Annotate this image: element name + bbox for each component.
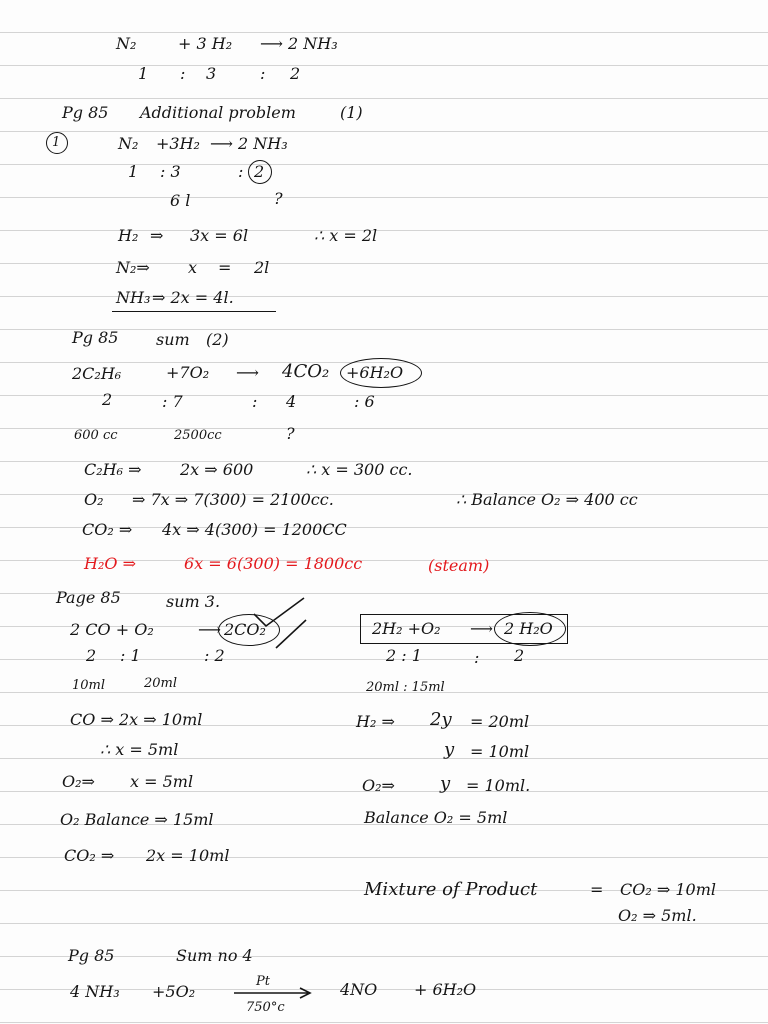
- problem-marker: 1: [52, 135, 61, 150]
- nh3-product: ⟶ 2 NH₃: [260, 34, 338, 53]
- mixture-label: Mixture of Product: [364, 879, 538, 900]
- h2o-calc: 6x = 6(300) = 1800cc: [184, 554, 363, 573]
- given-volume: 600 cc: [74, 428, 118, 443]
- section-title: sum: [156, 330, 190, 349]
- ratio-value: : 2: [204, 646, 225, 665]
- h2-reaction: 2H₂ +O₂: [372, 619, 441, 638]
- nh3-product: ⟶ 2 NH₃: [210, 134, 288, 153]
- co-calc: CO ⇒ 2x ⇒ 10ml: [70, 710, 203, 729]
- section-number: (1): [340, 103, 363, 122]
- n2-formula: N₂: [118, 134, 139, 153]
- section-title: Sum no 4: [176, 946, 253, 965]
- y-term: y: [444, 739, 455, 760]
- ratio-value: : 7: [162, 392, 183, 411]
- ratio-value: 1: [138, 64, 149, 83]
- reaction-arrow: ⟶: [236, 363, 259, 382]
- o2-label: O₂⇒: [62, 772, 95, 791]
- h2-term: +3H₂: [156, 134, 200, 153]
- nh3-reactant: 4 NH₃: [70, 982, 120, 1001]
- x-solution: ∴ x = 5ml: [100, 740, 179, 759]
- n2-term: x: [188, 258, 198, 277]
- equals-sign: =: [218, 258, 232, 277]
- reaction-arrow: ⟶: [198, 620, 221, 639]
- no-product: 4NO: [340, 980, 378, 999]
- implies-arrow: ⇒: [150, 226, 164, 245]
- y-solution: = 10ml: [470, 742, 530, 761]
- x-solution: ∴ x = 2l: [314, 226, 378, 245]
- h2-term: 2y: [430, 709, 452, 730]
- given-volume: 6 l: [170, 191, 191, 210]
- ratio-value: 1: [128, 162, 139, 181]
- o2-calc: ⇒ 7x ⇒ 7(300) = 2100cc.: [132, 490, 334, 509]
- reaction-arrow: ⟶: [470, 619, 493, 638]
- co2-product: 2CO₂: [224, 620, 266, 639]
- o2-balance: ∴ Balance O₂ ⇒ 400 cc: [456, 490, 638, 509]
- h2o-product: +6H₂O: [346, 363, 404, 382]
- section-number: (2): [206, 330, 229, 349]
- h2-label: H₂: [118, 226, 139, 245]
- o2-balance: Balance O₂ = 5ml: [364, 808, 508, 827]
- h2o-product: + 6H₂O: [414, 980, 477, 999]
- unknown-mark: ?: [286, 424, 295, 443]
- ratio-value: 2: [86, 646, 97, 665]
- co-reaction: 2 CO + O₂: [70, 620, 154, 639]
- o2-reactant: +5O₂: [152, 982, 196, 1001]
- given-volume: 20ml: [144, 676, 178, 691]
- section-title: Additional problem: [140, 103, 296, 122]
- given-volumes: 20ml : 15ml: [366, 680, 445, 695]
- ratio-value: 2: [290, 64, 301, 83]
- n2-formula: N₂: [116, 34, 137, 53]
- mixture-co2: CO₂ ⇒ 10ml: [620, 880, 716, 899]
- h2-label: H₂ ⇒: [356, 712, 395, 731]
- ratio-value: 2: [102, 390, 113, 409]
- h2o-product: 2 H₂O: [504, 619, 553, 638]
- unknown-mark: ?: [274, 189, 283, 208]
- o2-balance: O₂ Balance ⇒ 15ml: [60, 810, 214, 829]
- ratio-value: : 6: [354, 392, 375, 411]
- o2-reactant: +7O₂: [166, 363, 210, 382]
- answer-underline: [112, 311, 276, 312]
- section-title: sum 3.: [166, 592, 221, 611]
- ethane-label: C₂H₆ ⇒: [84, 460, 142, 479]
- ratio-value: 4: [286, 392, 297, 411]
- y-term: y: [440, 773, 451, 794]
- ethane-calc: 2x ⇒ 600: [180, 460, 254, 479]
- equals-sign: =: [590, 880, 604, 899]
- o2-label: O₂⇒: [362, 776, 395, 795]
- co2-calc: 4x ⇒ 4(300) = 1200CC: [162, 520, 347, 539]
- temperature-label: 750°c: [246, 1000, 285, 1015]
- mixture-o2: O₂ ⇒ 5ml.: [618, 906, 697, 925]
- ethane-reactant: 2C₂H₆: [72, 364, 122, 383]
- ratio-value: 2 : 1: [386, 646, 422, 665]
- ratio-value: 2: [514, 646, 525, 665]
- catalyst-label: Pt: [256, 974, 270, 989]
- x-solution: ∴ x = 300 cc.: [306, 460, 413, 479]
- ratio-value: 3: [206, 64, 217, 83]
- page-ref: Page 85: [56, 588, 121, 607]
- ratio-value: : 1: [120, 646, 141, 665]
- given-volume: 2500cc: [174, 428, 222, 443]
- given-volume: 10ml: [72, 678, 106, 693]
- nh3-result: ⇒ 2x = 4l.: [152, 288, 234, 307]
- steam-note: (steam): [428, 556, 490, 575]
- ratio-colon: :: [260, 64, 266, 83]
- ratio-value: : 3: [160, 162, 181, 181]
- page-ref: Pg 85: [62, 103, 109, 122]
- ratio-colon: :: [180, 64, 186, 83]
- o2-calc: = 10ml.: [466, 776, 531, 795]
- h2o-label: H₂O ⇒: [84, 554, 136, 573]
- ratio-colon: :: [474, 648, 480, 667]
- nh3-label: NH₃: [116, 288, 151, 307]
- o2-label: O₂: [84, 490, 104, 509]
- co2-label: CO₂ ⇒: [64, 846, 115, 865]
- h2-equation: 3x = 6l: [190, 226, 249, 245]
- page-ref: Pg 85: [72, 328, 119, 347]
- o2-calc: x = 5ml: [130, 772, 194, 791]
- page-ref: Pg 85: [68, 946, 115, 965]
- ratio-colon: :: [238, 162, 244, 181]
- h2-calc: = 20ml: [470, 712, 530, 731]
- n2-result: 2l: [254, 258, 270, 277]
- n2-label: N₂⇒: [116, 258, 150, 277]
- co2-product: 4CO₂: [282, 361, 330, 382]
- co2-calc: 2x = 10ml: [146, 846, 230, 865]
- ratio-colon: :: [252, 392, 258, 411]
- ratio-value: 2: [254, 162, 265, 181]
- h2-term: + 3 H₂: [178, 34, 233, 53]
- co2-label: CO₂ ⇒: [82, 520, 133, 539]
